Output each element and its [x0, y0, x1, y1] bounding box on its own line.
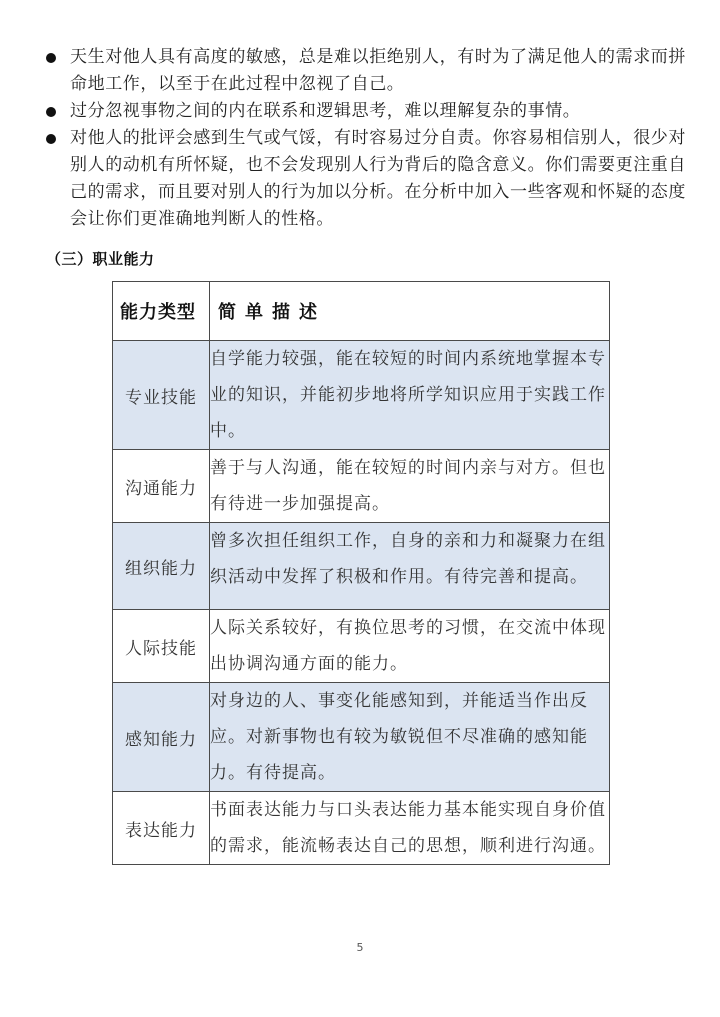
table-header-row: [113, 282, 610, 341]
bullet-text: 过分忽视事物之间的内在联系和逻辑思考，难以理解复杂的事情。: [70, 101, 581, 121]
header-description: 简单描述: [210, 282, 610, 341]
bullet-text: 对他人的批评会感到生气或气馁，有时容易过分自责。你容易相信别人，很少对别人的动机有所怀疑，也不会发现别人行为背后的隐含意义。你们需要更注重自己的需求，而且要对别人的行为加以分析。在分析中加入一些客观和怀疑的态度会让你们更准确地判断人的性格。: [70, 128, 686, 229]
ability-type-cell: 组织能力: [113, 523, 210, 610]
ability-description-cell: [210, 523, 610, 610]
table-row: [113, 523, 610, 610]
section-heading: （三）职业能力: [46, 250, 155, 268]
trait-bullet-list: [46, 44, 686, 233]
bullet-dot-icon: [46, 53, 56, 63]
bullet-dot-icon: [46, 134, 56, 144]
ability-description-cell: 人际关系较好，有换位思考的习惯，在交流中体现出协调沟通方面的能力。: [210, 610, 610, 683]
ability-type-cell: 感知能力: [113, 683, 210, 792]
table-row: [113, 341, 610, 450]
ability-description-text: 曾多次担任组织工作，自身的亲和力和凝聚力在组织活动中发挥了积极和作用。有待完善和提高。: [210, 531, 606, 587]
ability-table: [112, 281, 610, 865]
ability-description-cell: 自学能力较强，能在较短的时间内系统地掌握本专业的知识，并能初步地将所学知识应用于实践工作中。: [210, 341, 610, 450]
table-row: [113, 683, 610, 792]
ability-description-cell: 书面表达能力与口头表达能力基本能实现自身价值的需求，能流畅表达自己的思想，顺利进行沟通。: [210, 792, 610, 865]
ability-type-cell: 专业技能: [113, 341, 210, 450]
table-row: [113, 450, 610, 523]
ability-type-cell: 人际技能: [113, 610, 210, 683]
ability-type-cell: 表达能力: [113, 792, 210, 865]
bullet-item: [46, 98, 686, 125]
header-type: 能力类型: [113, 282, 210, 341]
page-number: 5: [356, 941, 364, 954]
ability-description-cell: 善于与人沟通，能在较短的时间内亲与对方。但也有待进一步加强提高。: [210, 450, 610, 523]
bullet-dot-icon: [46, 107, 56, 117]
bullet-item: [46, 125, 686, 233]
ability-description-cell: 对身边的人、事变化能感知到，并能适当作出反应。对新事物也有较为敏锐但不尽准确的感知能力。有待提高。: [210, 683, 610, 792]
table-row: [113, 792, 610, 865]
table-row: [113, 610, 610, 683]
bullet-item: [46, 44, 686, 98]
ability-type-cell: 沟通能力: [113, 450, 210, 523]
bullet-text: 天生对他人具有高度的敏感，总是难以拒绝别人，有时为了满足他人的需求而拼命地工作，以至于在此过程中忽视了自己。: [70, 47, 686, 94]
